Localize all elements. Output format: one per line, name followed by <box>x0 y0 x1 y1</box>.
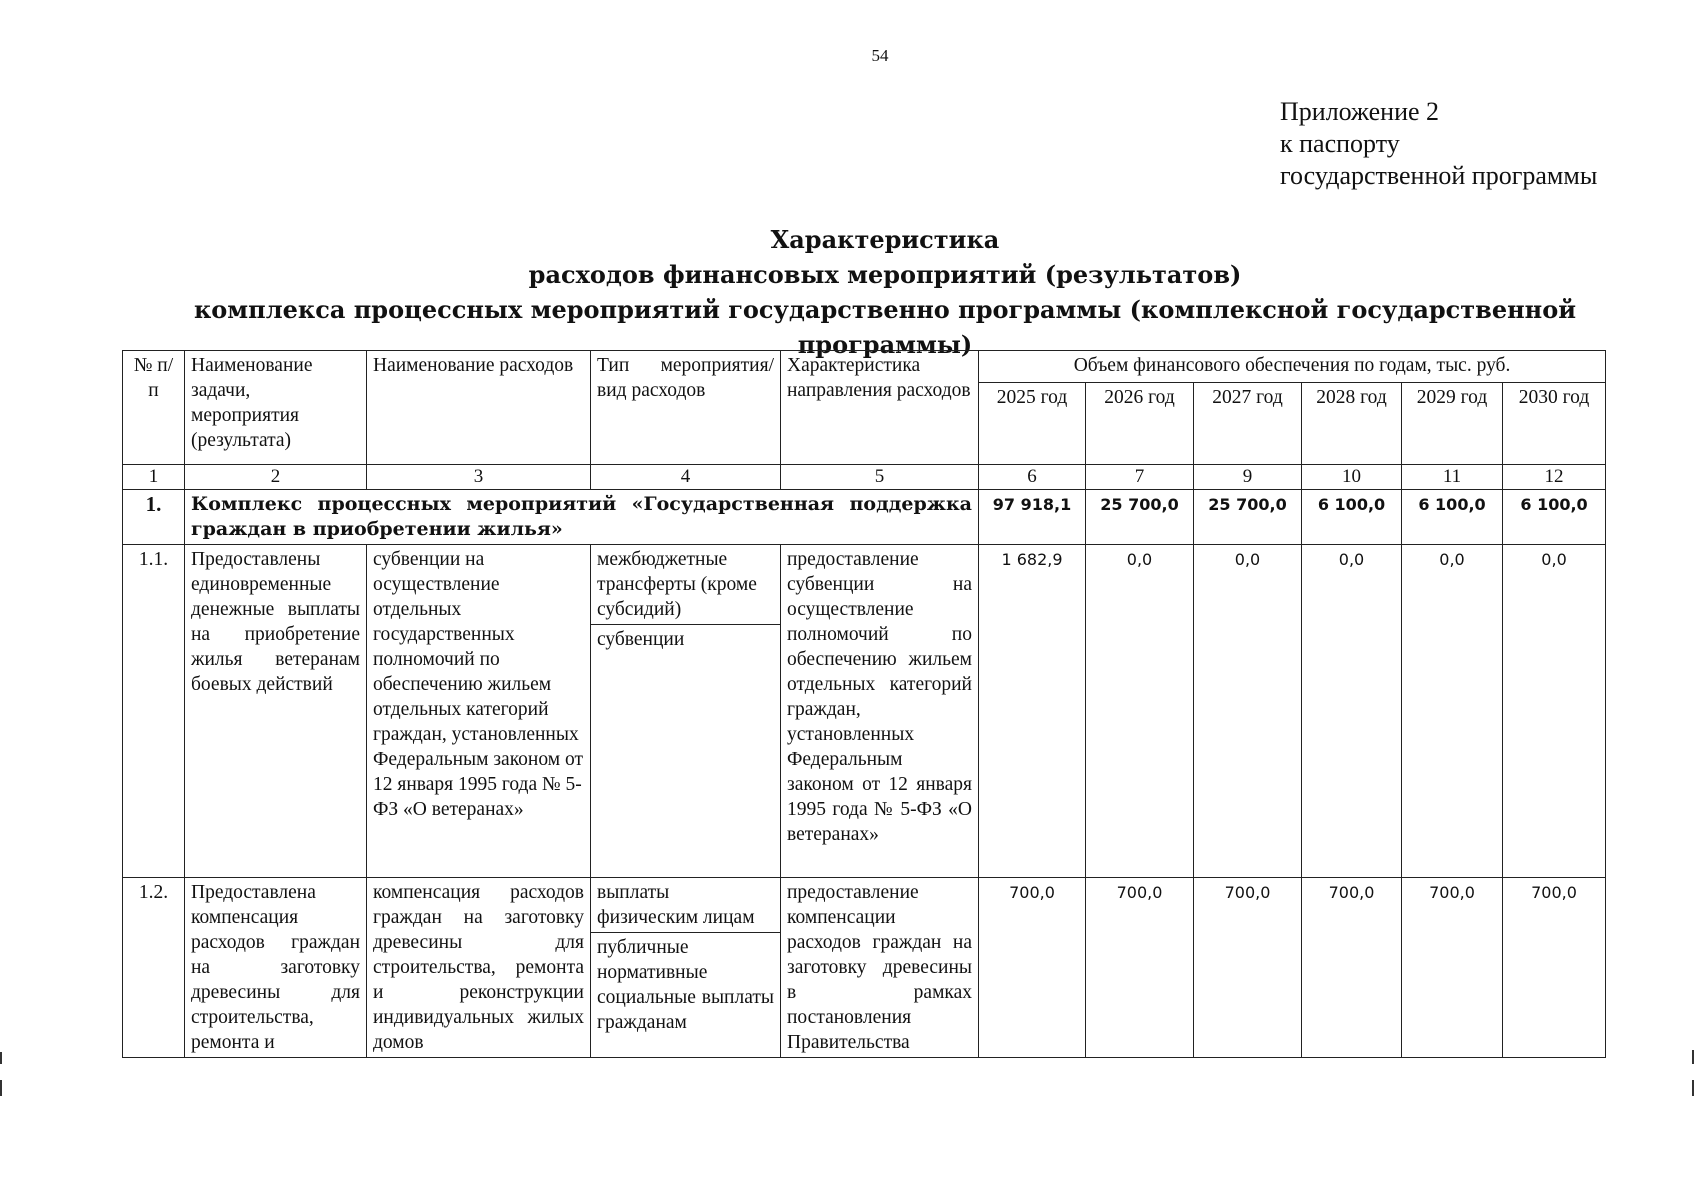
column-number: 10 <box>1302 465 1402 490</box>
header-direction: Характеристика направления расходов <box>781 351 979 465</box>
row-value: 700,0 <box>979 878 1086 1058</box>
expenses-table <box>122 350 1606 1058</box>
section-value: 6 100,0 <box>1302 490 1402 545</box>
row-type-primary: межбюджетные трансферты (кроме субсидий) <box>591 545 780 625</box>
row-expense: компенсация расходов граждан на заготовку древесины для строительства, ремонта и реконструкции индивидуальных жилых домов <box>367 878 591 1058</box>
row-expense: субвенции на осуществление отдельных государственных полномочий по обеспечению жильем отдельных категорий граждан, установленных Федеральным законом от 12 января 1995 года № 5-ФЗ «О ветеранах» <box>367 545 591 878</box>
header-year: 2027 год <box>1194 383 1302 465</box>
section-value: 6 100,0 <box>1503 490 1606 545</box>
column-number-row <box>123 465 1606 490</box>
row-type-secondary: публичные нормативные социальные выплаты гражданам <box>597 937 774 1033</box>
row-task: Предоставлены единовременные денежные выплаты на приобретение жилья ветеранам боевых действий <box>185 545 367 878</box>
scan-edge-mark <box>1692 1080 1694 1096</box>
document-title <box>140 222 1630 362</box>
row-task: Предоставлена компенсация расходов граждан на заготовку древесины для строительства, ремонта и <box>185 878 367 1058</box>
column-number: 7 <box>1086 465 1194 490</box>
column-number: 6 <box>979 465 1086 490</box>
row-value: 0,0 <box>1086 545 1194 878</box>
row-value: 700,0 <box>1402 878 1503 1058</box>
column-number: 4 <box>591 465 781 490</box>
row-number: 1.2. <box>123 878 185 1058</box>
row-value: 700,0 <box>1194 878 1302 1058</box>
column-number: 12 <box>1503 465 1606 490</box>
row-type-primary: выплаты физическим лицам <box>591 878 780 933</box>
header-funding: Объем финансового обеспечения по годам, тыс. руб. <box>979 351 1606 383</box>
row-value: 1 682,9 <box>979 545 1086 878</box>
table-row <box>123 878 1606 1058</box>
title-line-3: комплекса процессных мероприятий государственно программы (комплексной государственной программы) <box>193 295 1577 359</box>
row-value: 0,0 <box>1503 545 1606 878</box>
scan-edge-mark <box>0 1052 2 1064</box>
title-line-2: расходов финансовых мероприятий (результатов) <box>528 260 1242 289</box>
header-task: Наименование задачи, мероприятия (результата) <box>185 351 367 465</box>
title-line-1: Характеристика <box>770 225 1000 254</box>
scan-edge-mark <box>0 1080 2 1096</box>
header-expense: Наименование расходов <box>367 351 591 465</box>
section-value: 25 700,0 <box>1086 490 1194 545</box>
section-row <box>123 490 1606 545</box>
header-no: № п/п <box>123 351 185 465</box>
appendix-line-2: к паспорту <box>1280 129 1400 158</box>
appendix-line-3: государственной программы <box>1280 161 1598 190</box>
row-direction: предоставление субвенции на осуществление полномочий по обеспечению жильем отдельных категорий граждан, установленных Федеральным законом от 12 января 1995 года № 5-ФЗ «О ветеранах» <box>781 545 979 878</box>
row-value: 0,0 <box>1194 545 1302 878</box>
row-value: 0,0 <box>1402 545 1503 878</box>
row-value: 700,0 <box>1086 878 1194 1058</box>
header-year: 2030 год <box>1503 383 1606 465</box>
header-year: 2028 год <box>1302 383 1402 465</box>
header-year: 2029 год <box>1402 383 1503 465</box>
header-row <box>123 351 1606 383</box>
table-row <box>123 545 1606 878</box>
row-value: 0,0 <box>1302 545 1402 878</box>
section-value: 97 918,1 <box>979 490 1086 545</box>
row-value: 700,0 <box>1302 878 1402 1058</box>
row-direction: предоставление компенсации расходов граждан на заготовку древесины в рамках постановления Правительства <box>781 878 979 1058</box>
row-type-cell <box>591 878 781 1058</box>
row-type-secondary: субвенции <box>597 629 685 650</box>
header-type: Тип мероприятия/вид расходов <box>591 351 781 465</box>
section-value: 6 100,0 <box>1402 490 1503 545</box>
column-number: 5 <box>781 465 979 490</box>
column-number: 1 <box>123 465 185 490</box>
section-value: 25 700,0 <box>1194 490 1302 545</box>
column-number: 2 <box>185 465 367 490</box>
column-number: 9 <box>1194 465 1302 490</box>
header-year: 2025 год <box>979 383 1086 465</box>
row-type-cell <box>591 545 781 878</box>
page-number: 54 <box>871 46 889 65</box>
scan-edge-mark <box>1692 1050 1694 1064</box>
row-value: 700,0 <box>1503 878 1606 1058</box>
header-year: 2026 год <box>1086 383 1194 465</box>
appendix-note <box>1280 96 1597 192</box>
section-title: Комплекс процессных мероприятий «Государственная поддержка граждан в приобретении жилья» <box>185 490 979 545</box>
column-number: 3 <box>367 465 591 490</box>
section-number: 1. <box>123 490 185 545</box>
appendix-line-1: Приложение 2 <box>1280 97 1440 126</box>
row-number: 1.1. <box>123 545 185 878</box>
column-number: 11 <box>1402 465 1503 490</box>
